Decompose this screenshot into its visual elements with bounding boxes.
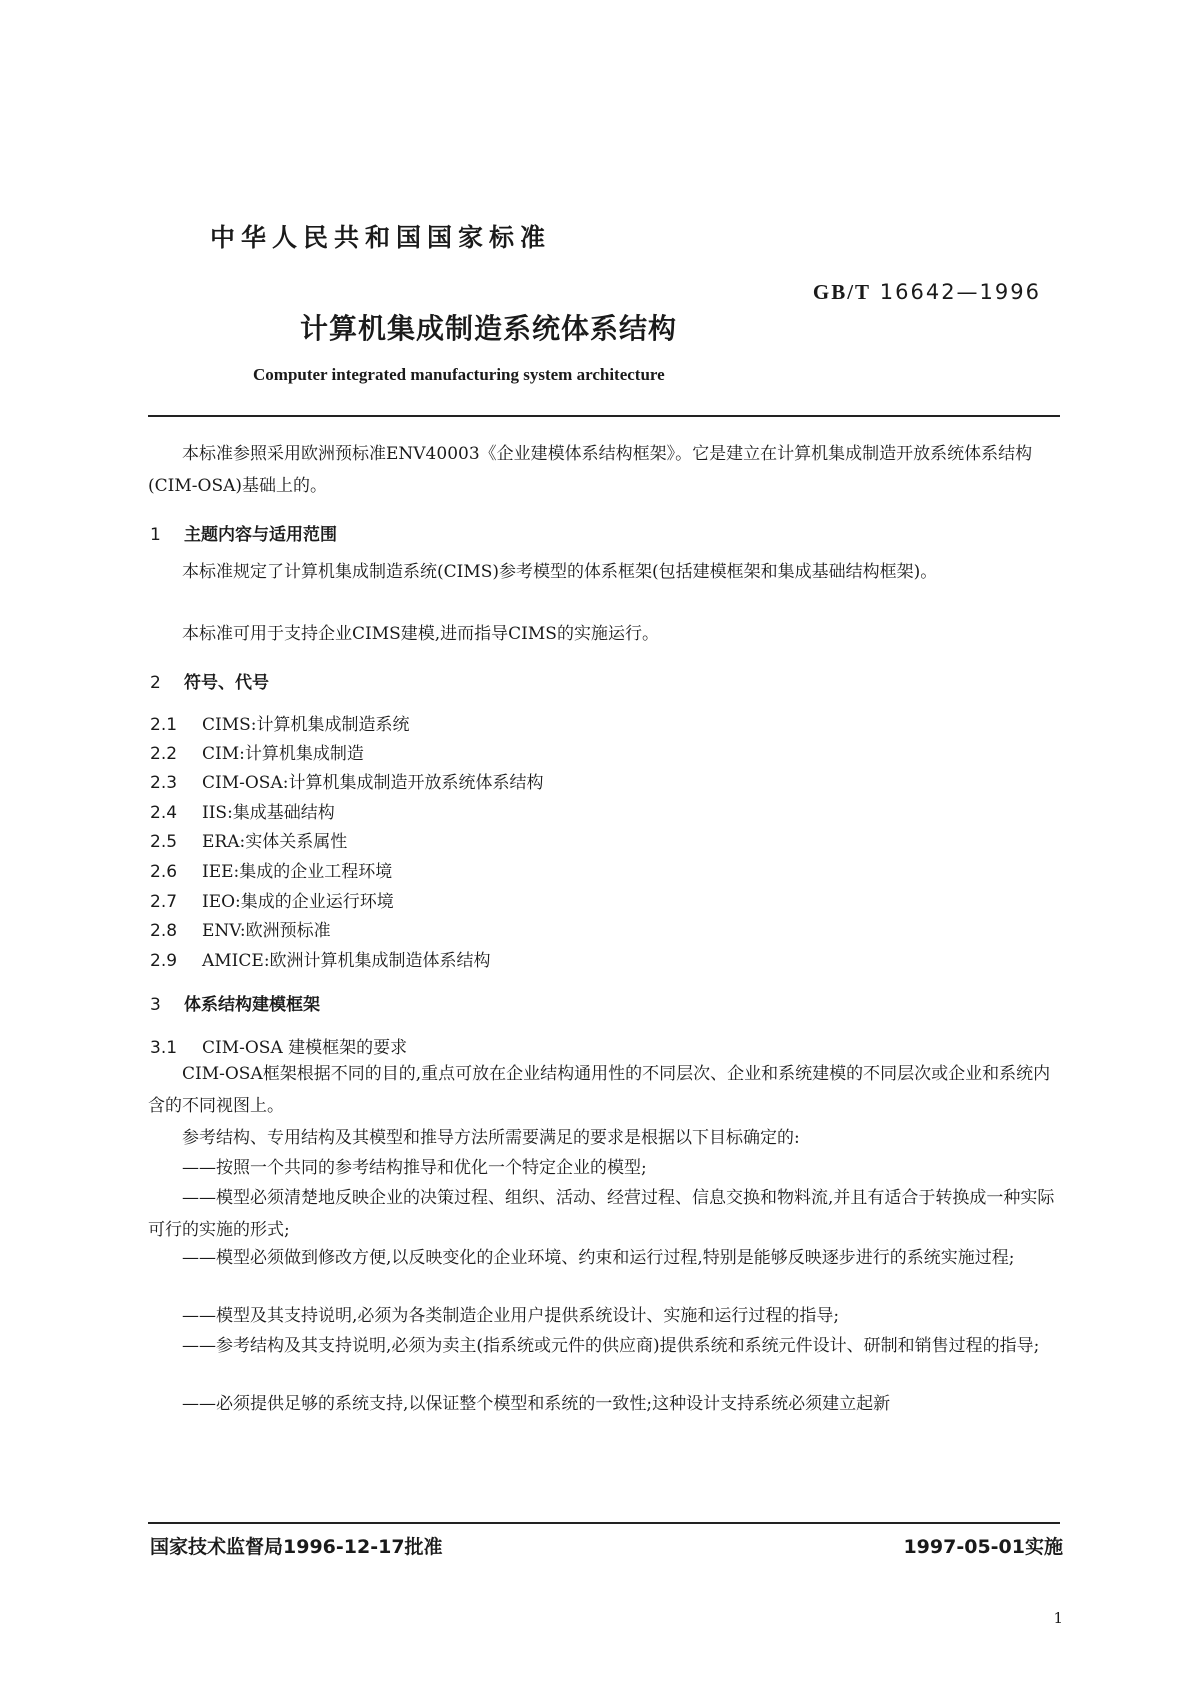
- definition-number: 2.3: [150, 773, 178, 793]
- definition-text: CIM:计算机集成制造: [202, 744, 364, 764]
- definition-text: ENV:欧洲预标准: [202, 921, 331, 941]
- definition-text: CIMS:计算机集成制造系统: [202, 715, 410, 735]
- definition-item: [150, 739, 364, 764]
- national-standard-heading: 中华人民共和国国家标准: [209, 223, 551, 252]
- definition-number: 2.2: [150, 744, 178, 764]
- definition-item: [150, 768, 543, 793]
- requirement-item: ——模型必须清楚地反映企业的决策过程、组织、活动、经营过程、信息交换和物料流,并且有适合于转换成一种实际可行的实施的形式;: [148, 1188, 1055, 1240]
- section-2-number: 2: [150, 673, 161, 693]
- requirement-item: ——参考结构及其支持说明,必须为卖主(指系统或元件的供应商)提供系统和系统元件设计、研制和销售过程的指导;: [182, 1336, 1040, 1356]
- section-3-number: 3: [150, 995, 161, 1015]
- section-1-paragraph-1: 本标准规定了计算机集成制造系统(CIMS)参考模型的体系框架(包括建模框架和集成基础结构框架)。: [182, 562, 938, 582]
- definition-number: 2.8: [150, 921, 178, 941]
- intro-paragraph: 本标准参照采用欧洲预标准ENV40003《企业建模体系结构框架》。它是建立在计算机集成制造开放系统体系结构(CIM-OSA)基础上的。: [148, 444, 1033, 496]
- page-number: 1: [1053, 1609, 1063, 1627]
- definition-text: AMICE:欧洲计算机集成制造体系结构: [202, 951, 491, 971]
- requirement-item: ——必须提供足够的系统支持,以保证整个模型和系统的一致性;这种设计支持系统必须建立起新: [182, 1394, 891, 1414]
- definition-number: 2.6: [150, 862, 178, 882]
- standard-code: 16642—1996: [879, 280, 1041, 304]
- document-title-en: Computer integrated manufacturing system architecture: [253, 365, 665, 384]
- section-1-title: 主题内容与适用范围: [184, 525, 337, 545]
- section-3-paragraph-1: CIM-OSA框架根据不同的目的,重点可放在企业结构通用性的不同层次、企业和系统建模的不同层次或企业和系统内含的不同视图上。: [148, 1064, 1051, 1116]
- header-divider: [148, 415, 1060, 417]
- section-3-heading: [150, 990, 320, 1015]
- standard-prefix: GB/T: [812, 280, 872, 304]
- definition-item: [150, 916, 331, 941]
- definition-item: [150, 887, 394, 912]
- definition-number: 2.9: [150, 951, 178, 971]
- definition-item: [150, 827, 347, 852]
- section-1-paragraph-2: 本标准可用于支持企业CIMS建模,进而指导CIMS的实施运行。: [182, 624, 659, 644]
- requirement-item: ——按照一个共同的参考结构推导和优化一个特定企业的模型;: [182, 1158, 647, 1178]
- definition-text: CIM-OSA:计算机集成制造开放系统体系结构: [202, 773, 544, 793]
- subsection-title: CIM-OSA 建模框架的要求: [202, 1038, 408, 1058]
- document-title-cn: 计算机集成制造系统体系结构: [300, 312, 678, 345]
- footer-divider: [148, 1522, 1060, 1524]
- definition-number: 2.4: [150, 803, 178, 823]
- definition-item: [150, 798, 335, 823]
- definition-item: [150, 857, 392, 882]
- section-1-heading: [150, 520, 337, 545]
- section-2-heading: [150, 668, 269, 693]
- definition-item: [150, 710, 410, 735]
- requirement-item: ——模型及其支持说明,必须为各类制造企业用户提供系统设计、实施和运行过程的指导;: [182, 1306, 840, 1326]
- subsection-number: 3.1: [150, 1038, 178, 1058]
- definition-text: IIS:集成基础结构: [202, 803, 335, 823]
- subsection-3-1-heading: [150, 1033, 407, 1058]
- definition-number: 2.1: [150, 715, 178, 735]
- section-3-paragraph-2: 参考结构、专用结构及其模型和推导方法所需要满足的要求是根据以下目标确定的:: [182, 1128, 800, 1148]
- effective-date: 1997-05-01实施: [903, 1536, 1063, 1558]
- section-2-title: 符号、代号: [184, 673, 269, 693]
- definition-text: IEE:集成的企业工程环境: [202, 862, 393, 882]
- definition-item: [150, 946, 491, 971]
- approval-date: 国家技术监督局1996-12-17批准: [150, 1536, 443, 1558]
- section-3-title: 体系结构建模框架: [184, 995, 320, 1015]
- definition-text: ERA:实体关系属性: [202, 832, 348, 852]
- standard-number: [813, 280, 1041, 305]
- requirement-item: ——模型必须做到修改方便,以反映变化的企业环境、约束和运行过程,特别是能够反映逐步进行的系统实施过程;: [182, 1248, 1015, 1268]
- definition-number: 2.7: [150, 892, 178, 912]
- definition-number: 2.5: [150, 832, 178, 852]
- definition-text: IEO:集成的企业运行环境: [202, 892, 394, 912]
- section-1-number: 1: [150, 525, 161, 545]
